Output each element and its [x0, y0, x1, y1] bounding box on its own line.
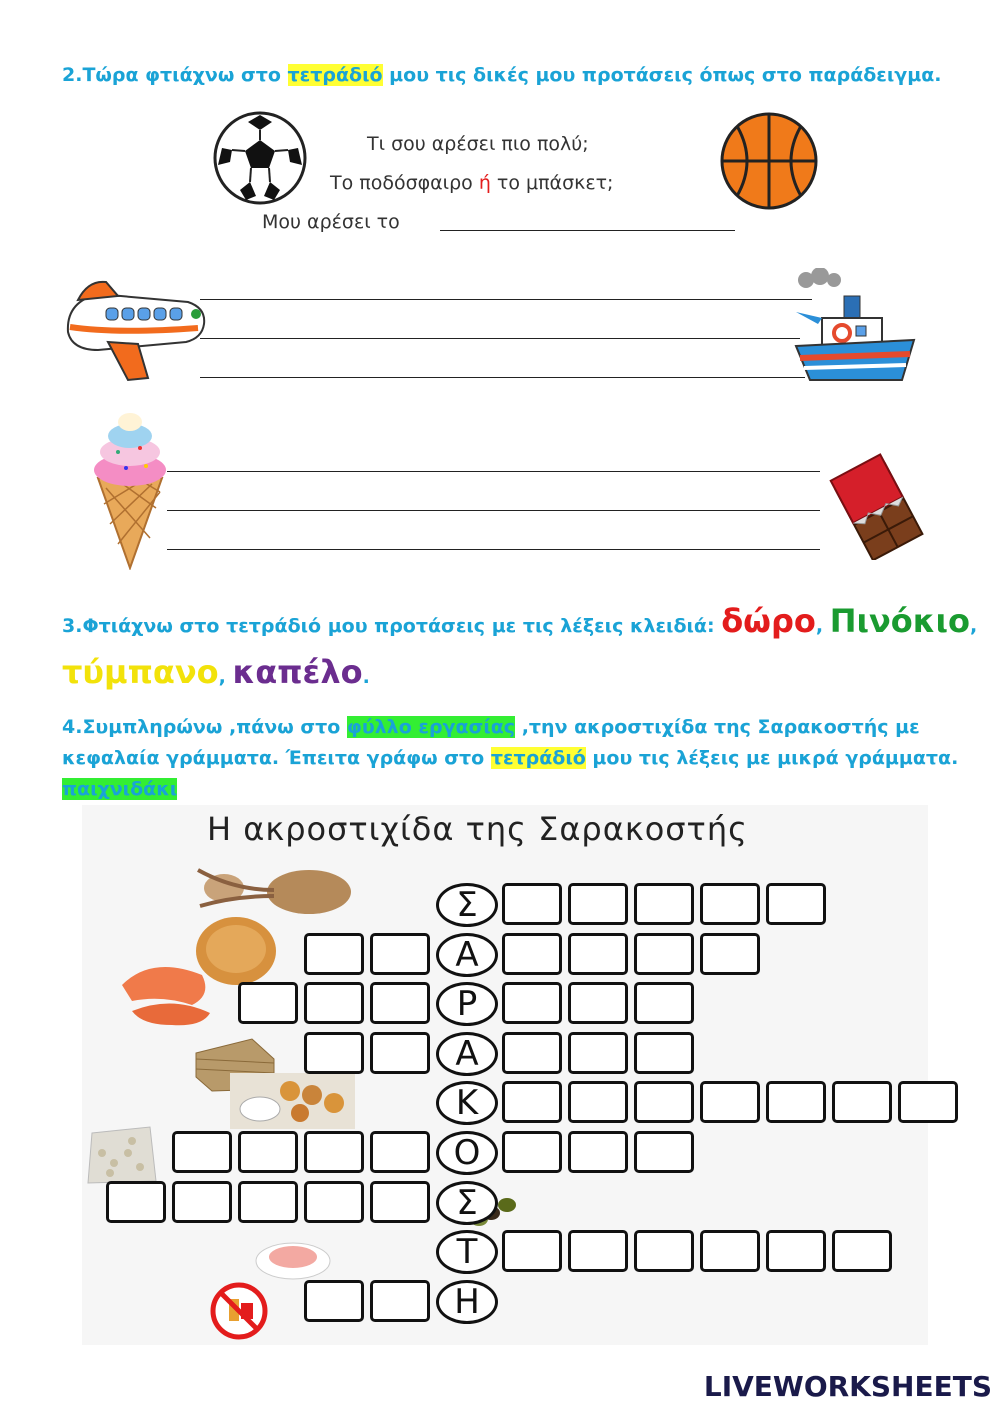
- example-choice: Το ποδόσφαιρο ή το μπάσκετ;: [330, 172, 614, 194]
- shrimp-icon: [112, 955, 217, 1030]
- answer-cell[interactable]: [766, 1081, 826, 1123]
- answer-cell[interactable]: [304, 982, 364, 1024]
- liveworksheets-logo: LIVEWORKSHEETS: [703, 1370, 992, 1403]
- taramosalata-icon: [254, 1233, 332, 1281]
- highlight-notebook: τετράδιό: [287, 64, 383, 86]
- answer-cell[interactable]: [634, 1230, 694, 1272]
- answer-cell[interactable]: [700, 883, 760, 925]
- example-question: Τι σου αρέσει πιο πολύ;: [367, 133, 589, 155]
- writing-line-1: [200, 299, 812, 300]
- answer-cell[interactable]: [634, 1032, 694, 1074]
- writing-line-2: [200, 338, 800, 339]
- acrostic-letter: Ο: [436, 1131, 498, 1175]
- task4-instruction-line1: 4.Συμπληρώνω ,πάνω στο φύλλο εργασίας ,την ακροστιχίδα της Σαρακοστής με: [62, 716, 920, 738]
- task4-instruction-line2: κεφαλαία γράμματα. Έπειτα γράφω στο τετράδιό μου τις λέξεις με μικρά γράμματα.: [62, 747, 959, 769]
- writing-line-3: [200, 377, 805, 378]
- answer-cell[interactable]: [634, 1131, 694, 1173]
- writing-line-4: [167, 471, 820, 472]
- answer-cell[interactable]: [502, 982, 562, 1024]
- acrostic-puzzle: [82, 805, 928, 1345]
- answer-cell[interactable]: [304, 1181, 364, 1223]
- acrostic-letter: Τ: [436, 1230, 498, 1274]
- answer-cell[interactable]: [370, 933, 430, 975]
- acrostic-letter: Η: [436, 1280, 498, 1324]
- task3-instruction-cont: τύμπανο, καπέλο.: [62, 653, 370, 691]
- answer-cell[interactable]: [238, 1181, 298, 1223]
- keyword-1: δώρο: [721, 602, 816, 640]
- chocolate-icon: [818, 452, 936, 560]
- answer-cell[interactable]: [898, 1081, 958, 1123]
- example-answer-line: [440, 230, 735, 231]
- example-answer: Μου αρέσει το: [262, 211, 400, 233]
- answer-cell[interactable]: [172, 1131, 232, 1173]
- answer-cell[interactable]: [766, 1230, 826, 1272]
- acrostic-letter: Α: [436, 933, 498, 977]
- task2-instruction: 2.Τώρα φτιάχνω στο τετράδιό μου τις δικές μου προτάσεις όπως στο παράδειγμα.: [62, 64, 942, 86]
- answer-cell[interactable]: [832, 1081, 892, 1123]
- airplane-icon: [58, 272, 208, 384]
- acrostic-letter: Σ: [436, 1181, 498, 1225]
- answer-cell[interactable]: [634, 982, 694, 1024]
- beans-bag-icon: [82, 1123, 160, 1185]
- mezedes-platter-icon: [230, 1073, 355, 1129]
- answer-cell[interactable]: [304, 1131, 364, 1173]
- answer-cell[interactable]: [370, 1181, 430, 1223]
- highlight-notebook-2: τετράδιό: [490, 747, 586, 769]
- answer-cell[interactable]: [502, 1032, 562, 1074]
- answer-cell[interactable]: [370, 982, 430, 1024]
- task3-instruction: 3.Φτιάχνω στο τετράδιό μου προτάσεις με τις λέξεις κλειδιά: δώρο, Πινόκιο,: [62, 602, 978, 640]
- answer-cell[interactable]: [568, 982, 628, 1024]
- ice-cream-icon: [90, 408, 170, 570]
- answer-cell[interactable]: [634, 883, 694, 925]
- answer-cell[interactable]: [502, 1230, 562, 1272]
- acrostic-letter: Α: [436, 1032, 498, 1076]
- writing-line-5: [167, 510, 820, 511]
- answer-cell[interactable]: [502, 1131, 562, 1173]
- highlight-worksheet: φύλλο εργασίας: [346, 716, 516, 738]
- keyword-4: καπέλο: [232, 653, 363, 691]
- answer-cell[interactable]: [106, 1181, 166, 1223]
- ship-icon: [792, 268, 917, 388]
- keyword-3: τύμπανο: [62, 653, 219, 691]
- acrostic-letter: Σ: [436, 883, 498, 927]
- answer-cell[interactable]: [568, 933, 628, 975]
- answer-cell[interactable]: [568, 1230, 628, 1272]
- answer-cell[interactable]: [634, 933, 694, 975]
- answer-cell[interactable]: [370, 1280, 430, 1322]
- task4-game-link[interactable]: παιχνιδάκι: [62, 778, 178, 800]
- answer-cell[interactable]: [172, 1181, 232, 1223]
- answer-cell[interactable]: [700, 1081, 760, 1123]
- answer-cell[interactable]: [634, 1081, 694, 1123]
- answer-cell[interactable]: [502, 933, 562, 975]
- answer-cell[interactable]: [370, 1131, 430, 1173]
- puzzle-title: Η ακροστιχίδα της Σαρακοστής: [207, 810, 748, 848]
- answer-cell[interactable]: [832, 1230, 892, 1272]
- answer-cell[interactable]: [766, 883, 826, 925]
- answer-cell[interactable]: [238, 1131, 298, 1173]
- soccer-ball-icon: [210, 110, 310, 206]
- answer-cell[interactable]: [700, 1230, 760, 1272]
- writing-line-6: [167, 549, 820, 550]
- keyword-2: Πινόκιο: [829, 602, 970, 640]
- acrostic-letter: Ρ: [436, 982, 498, 1026]
- answer-cell[interactable]: [568, 883, 628, 925]
- answer-cell[interactable]: [304, 1032, 364, 1074]
- answer-cell[interactable]: [238, 982, 298, 1024]
- answer-cell[interactable]: [502, 883, 562, 925]
- acrostic-letter: Κ: [436, 1081, 498, 1125]
- basketball-icon: [717, 112, 821, 210]
- answer-cell[interactable]: [568, 1131, 628, 1173]
- no-junk-food-icon: [207, 1281, 271, 1341]
- answer-cell[interactable]: [304, 1280, 364, 1322]
- answer-cell[interactable]: [568, 1081, 628, 1123]
- answer-cell[interactable]: [502, 1081, 562, 1123]
- answer-cell[interactable]: [700, 933, 760, 975]
- answer-cell[interactable]: [304, 933, 364, 975]
- answer-cell[interactable]: [568, 1032, 628, 1074]
- answer-cell[interactable]: [370, 1032, 430, 1074]
